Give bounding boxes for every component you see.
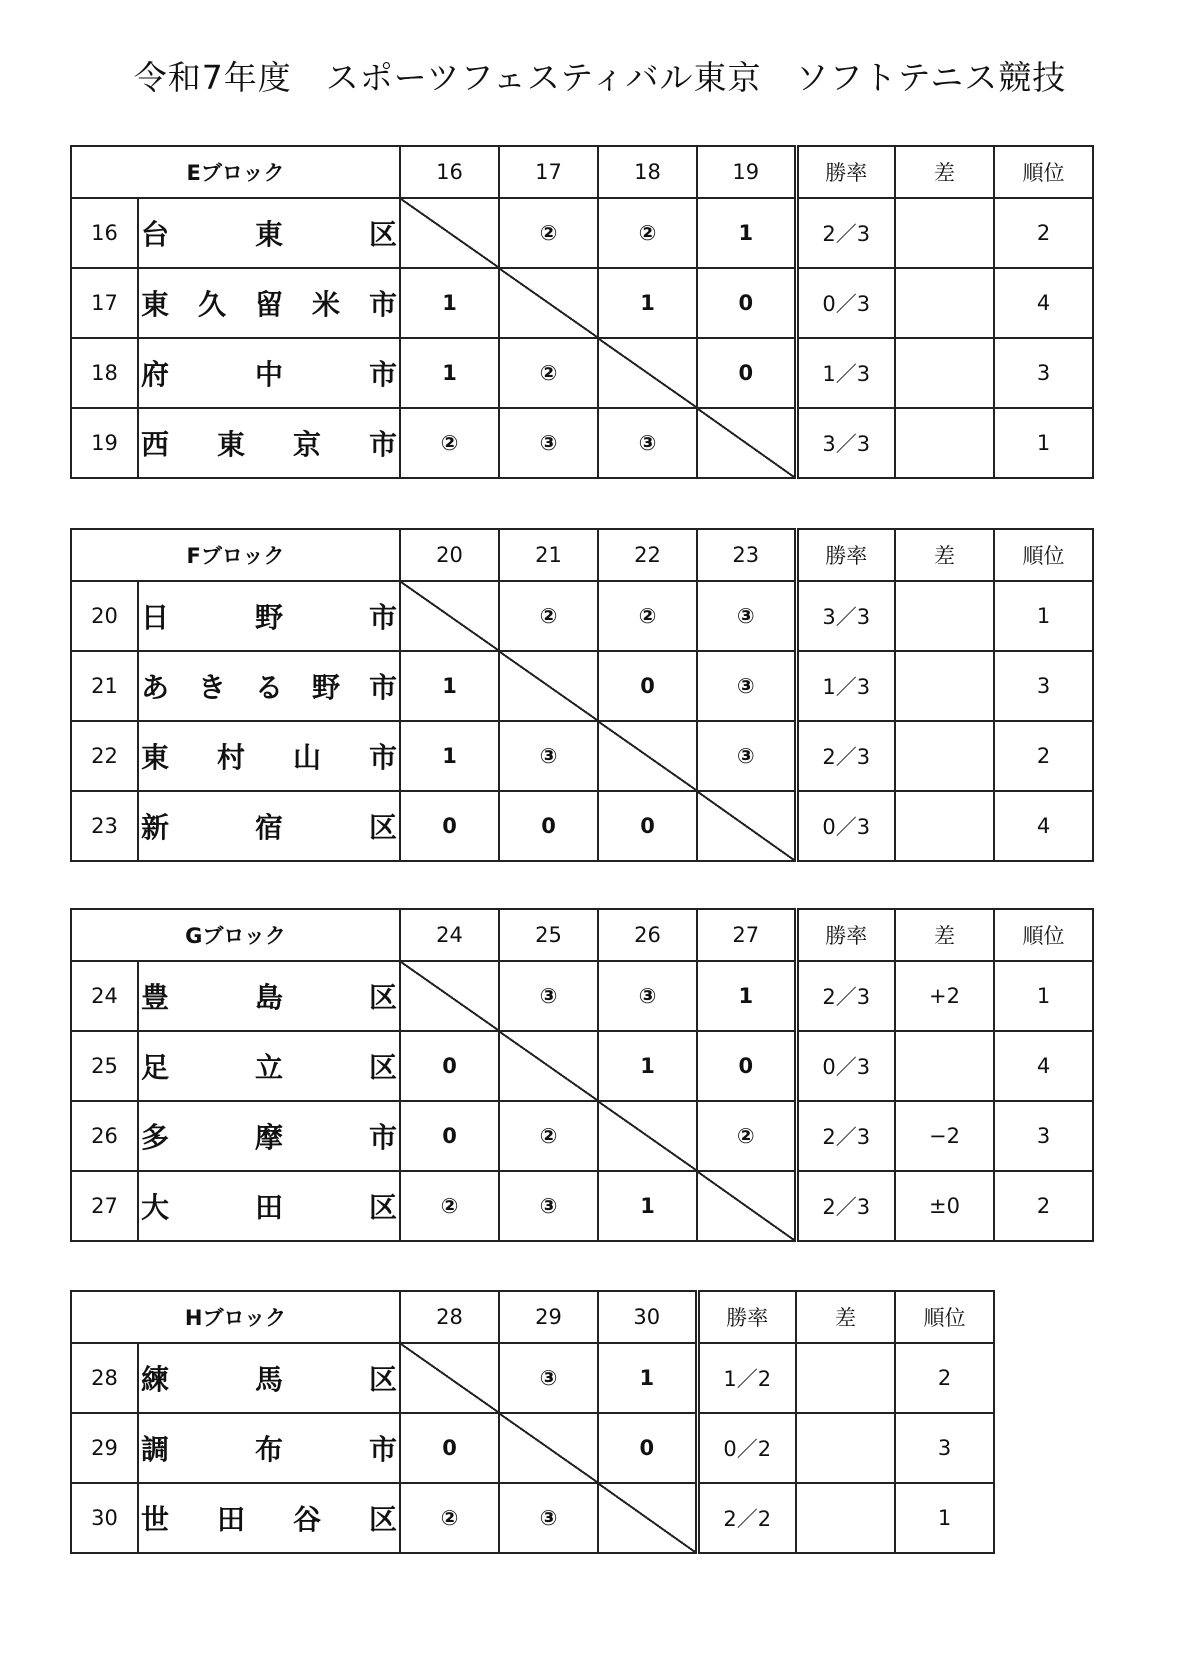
result-cell: 0 bbox=[598, 1413, 697, 1483]
point-diff: +2 bbox=[895, 961, 994, 1031]
result-cell: 0 bbox=[400, 1413, 499, 1483]
team-name-char: 市 bbox=[368, 671, 397, 704]
column-header: 30 bbox=[598, 1291, 697, 1343]
block-name: Hブロック bbox=[71, 1291, 400, 1343]
team-name-chars bbox=[139, 806, 399, 846]
team-name-char: 田 bbox=[216, 1503, 245, 1536]
team-name-char: 野 bbox=[311, 671, 340, 704]
diagonal-cell bbox=[499, 268, 598, 338]
point-diff bbox=[895, 581, 994, 651]
rank: 4 bbox=[994, 1031, 1093, 1101]
team-name-char: 留 bbox=[254, 288, 283, 321]
team-name-chars bbox=[139, 1046, 399, 1086]
column-header-rate: 勝率 bbox=[697, 1291, 796, 1343]
team-name bbox=[138, 408, 400, 478]
team-name bbox=[138, 198, 400, 268]
column-header-diff: 差 bbox=[895, 529, 994, 581]
result-cell: ③ bbox=[697, 581, 796, 651]
table-row bbox=[71, 338, 1093, 408]
result-cell: 1 bbox=[697, 961, 796, 1031]
block-name: Gブロック bbox=[71, 909, 400, 961]
team-name-char: 区 bbox=[369, 1191, 398, 1224]
diagonal-cell bbox=[499, 1031, 598, 1101]
block-name: Eブロック bbox=[71, 146, 400, 198]
win-rate: 0／3 bbox=[796, 268, 895, 338]
rank: 2 bbox=[994, 721, 1093, 791]
point-diff bbox=[895, 338, 994, 408]
column-header: 28 bbox=[400, 1291, 499, 1343]
header-row bbox=[71, 529, 1093, 581]
team-name-char: 久 bbox=[197, 288, 226, 321]
team-name-char: 市 bbox=[368, 1433, 397, 1466]
result-cell: ③ bbox=[697, 651, 796, 721]
column-header-diff: 差 bbox=[895, 146, 994, 198]
team-number: 29 bbox=[71, 1413, 138, 1483]
rank: 4 bbox=[994, 268, 1093, 338]
point-diff bbox=[895, 721, 994, 791]
team-name bbox=[138, 1413, 400, 1483]
team-name-char: 市 bbox=[368, 288, 397, 321]
team-name-char: 東 bbox=[216, 428, 245, 461]
rank: 3 bbox=[994, 651, 1093, 721]
team-number: 28 bbox=[71, 1343, 138, 1413]
team-name-char: 西 bbox=[141, 428, 170, 461]
result-cell: 1 bbox=[400, 268, 499, 338]
column-header: 25 bbox=[499, 909, 598, 961]
table-row bbox=[71, 268, 1093, 338]
team-name-char: 立 bbox=[255, 1051, 284, 1084]
team-name-chars bbox=[139, 1116, 399, 1156]
diagonal-cell bbox=[697, 1171, 796, 1241]
block-name: Fブロック bbox=[71, 529, 400, 581]
result-cell: ② bbox=[598, 581, 697, 651]
team-name-char: 野 bbox=[254, 601, 283, 634]
result-cell: ② bbox=[400, 408, 499, 478]
win-rate: 2／3 bbox=[796, 198, 895, 268]
point-diff: −2 bbox=[895, 1101, 994, 1171]
result-cell: 1 bbox=[697, 198, 796, 268]
result-cell: ③ bbox=[499, 961, 598, 1031]
team-name-char: 山 bbox=[292, 741, 321, 774]
result-cell: ③ bbox=[697, 721, 796, 791]
diagonal-cell bbox=[499, 651, 598, 721]
point-diff bbox=[895, 651, 994, 721]
team-number: 24 bbox=[71, 961, 138, 1031]
team-name-char: 田 bbox=[255, 1191, 284, 1224]
team-name-char: る bbox=[254, 671, 283, 704]
team-name bbox=[138, 1031, 400, 1101]
column-header: 27 bbox=[697, 909, 796, 961]
team-name-char: 市 bbox=[368, 601, 397, 634]
team-name-chars bbox=[139, 1498, 399, 1538]
result-cell: ③ bbox=[598, 408, 697, 478]
rank: 1 bbox=[994, 408, 1093, 478]
table-row bbox=[71, 1483, 994, 1553]
team-number: 22 bbox=[71, 721, 138, 791]
team-name-char: 東 bbox=[254, 218, 283, 251]
table-row bbox=[71, 408, 1093, 478]
team-name bbox=[138, 268, 400, 338]
win-rate: 0／3 bbox=[796, 791, 895, 861]
team-name-chars bbox=[139, 353, 399, 393]
page-title: 令和7年度 スポーツフェスティバル東京 ソフトテニス競技 bbox=[133, 58, 1067, 97]
column-header: 24 bbox=[400, 909, 499, 961]
table-row bbox=[71, 651, 1093, 721]
rank: 1 bbox=[994, 961, 1093, 1031]
team-name-char: 市 bbox=[369, 1121, 398, 1154]
result-cell: ③ bbox=[499, 408, 598, 478]
result-cell: ③ bbox=[499, 1343, 598, 1413]
result-cell: ③ bbox=[598, 961, 697, 1031]
rank: 2 bbox=[994, 1171, 1093, 1241]
team-name-chars bbox=[139, 666, 399, 706]
team-name bbox=[138, 651, 400, 721]
team-number: 21 bbox=[71, 651, 138, 721]
team-name-chars bbox=[139, 213, 399, 253]
result-cell: ③ bbox=[499, 721, 598, 791]
result-cell: ② bbox=[400, 1171, 499, 1241]
team-name-char: 足 bbox=[141, 1051, 170, 1084]
header-row bbox=[71, 1291, 994, 1343]
team-name-char: 東 bbox=[141, 288, 170, 321]
rank: 3 bbox=[994, 338, 1093, 408]
team-name-char: 馬 bbox=[254, 1363, 283, 1396]
team-name-char: 宿 bbox=[254, 811, 283, 844]
win-rate: 2／3 bbox=[796, 1171, 895, 1241]
result-cell: 0 bbox=[598, 651, 697, 721]
win-rate: 0／2 bbox=[697, 1413, 796, 1483]
team-name-char: 区 bbox=[369, 1051, 398, 1084]
team-name-char: 布 bbox=[254, 1433, 283, 1466]
result-cell: ② bbox=[499, 198, 598, 268]
rank: 3 bbox=[994, 1101, 1093, 1171]
diagonal-cell bbox=[400, 961, 499, 1031]
table-row bbox=[71, 1031, 1093, 1101]
team-name-char: 京 bbox=[292, 428, 321, 461]
win-rate: 1／3 bbox=[796, 338, 895, 408]
diagonal-cell bbox=[598, 338, 697, 408]
diagonal-cell bbox=[697, 408, 796, 478]
win-rate: 3／3 bbox=[796, 408, 895, 478]
diagonal-cell bbox=[400, 1343, 499, 1413]
header-row bbox=[71, 909, 1093, 961]
team-name-char: き bbox=[197, 671, 226, 704]
team-name-char: 区 bbox=[368, 1503, 397, 1536]
win-rate: 1／2 bbox=[697, 1343, 796, 1413]
team-number: 17 bbox=[71, 268, 138, 338]
column-header: 22 bbox=[598, 529, 697, 581]
team-name-char: 村 bbox=[216, 741, 245, 774]
team-name-char: 調 bbox=[141, 1433, 170, 1466]
team-number: 20 bbox=[71, 581, 138, 651]
team-name-chars bbox=[139, 1358, 399, 1398]
point-diff bbox=[895, 198, 994, 268]
diagonal-cell bbox=[400, 198, 499, 268]
result-cell: ② bbox=[598, 198, 697, 268]
result-cell: ② bbox=[499, 581, 598, 651]
point-diff bbox=[796, 1343, 895, 1413]
diagonal-cell bbox=[598, 1483, 697, 1553]
result-cell: 0 bbox=[400, 1101, 499, 1171]
diagonal-cell bbox=[400, 581, 499, 651]
result-cell: 1 bbox=[400, 651, 499, 721]
diagonal-cell bbox=[697, 791, 796, 861]
column-header-rate: 勝率 bbox=[796, 529, 895, 581]
team-name bbox=[138, 581, 400, 651]
column-header-rate: 勝率 bbox=[796, 909, 895, 961]
table-row bbox=[71, 791, 1093, 861]
team-name bbox=[138, 1101, 400, 1171]
result-cell: 1 bbox=[400, 338, 499, 408]
result-cell: 1 bbox=[400, 721, 499, 791]
team-name-chars bbox=[139, 1428, 399, 1468]
block-table bbox=[70, 145, 1094, 479]
team-number: 18 bbox=[71, 338, 138, 408]
column-header-rate: 勝率 bbox=[796, 146, 895, 198]
block-table bbox=[70, 528, 1094, 862]
result-cell: 1 bbox=[598, 1343, 697, 1413]
team-name-char: 区 bbox=[368, 1363, 397, 1396]
column-header: 29 bbox=[499, 1291, 598, 1343]
column-header-diff: 差 bbox=[895, 909, 994, 961]
result-cell: 0 bbox=[697, 338, 796, 408]
team-name-char: 市 bbox=[368, 358, 397, 391]
result-cell: 0 bbox=[499, 791, 598, 861]
block-table bbox=[70, 1290, 995, 1554]
team-name-char: 区 bbox=[368, 218, 397, 251]
diagonal-cell bbox=[499, 1413, 598, 1483]
win-rate: 2／3 bbox=[796, 721, 895, 791]
team-name-char: 大 bbox=[141, 1191, 170, 1224]
column-header-rank: 順位 bbox=[895, 1291, 994, 1343]
table-row bbox=[71, 721, 1093, 791]
result-cell: ② bbox=[400, 1483, 499, 1553]
team-name-char: 豊 bbox=[141, 981, 170, 1014]
team-name-char: 市 bbox=[368, 428, 397, 461]
team-name-char: 中 bbox=[254, 358, 283, 391]
team-name bbox=[138, 1171, 400, 1241]
column-header-rank: 順位 bbox=[994, 529, 1093, 581]
team-number: 27 bbox=[71, 1171, 138, 1241]
team-name-char: 日 bbox=[141, 601, 170, 634]
result-cell: 1 bbox=[598, 268, 697, 338]
team-name bbox=[138, 721, 400, 791]
result-cell: 0 bbox=[400, 791, 499, 861]
team-name-char: 多 bbox=[141, 1121, 170, 1154]
column-header: 16 bbox=[400, 146, 499, 198]
column-header: 21 bbox=[499, 529, 598, 581]
result-cell: 1 bbox=[598, 1171, 697, 1241]
rank: 2 bbox=[895, 1343, 994, 1413]
column-header-rank: 順位 bbox=[994, 146, 1093, 198]
result-cell: 0 bbox=[697, 1031, 796, 1101]
team-number: 30 bbox=[71, 1483, 138, 1553]
result-cell: 0 bbox=[400, 1031, 499, 1101]
team-name-char: 市 bbox=[368, 741, 397, 774]
team-name bbox=[138, 961, 400, 1031]
result-cell: ③ bbox=[499, 1483, 598, 1553]
win-rate: 3／3 bbox=[796, 581, 895, 651]
team-number: 26 bbox=[71, 1101, 138, 1171]
team-name-char: 東 bbox=[141, 741, 170, 774]
team-number: 19 bbox=[71, 408, 138, 478]
column-header: 20 bbox=[400, 529, 499, 581]
rank: 1 bbox=[895, 1483, 994, 1553]
column-header-rank: 順位 bbox=[994, 909, 1093, 961]
win-rate: 2／2 bbox=[697, 1483, 796, 1553]
point-diff bbox=[895, 1031, 994, 1101]
team-name-char: 谷 bbox=[292, 1503, 321, 1536]
table-row bbox=[71, 581, 1093, 651]
team-name-char: 府 bbox=[141, 358, 170, 391]
table-row bbox=[71, 1413, 994, 1483]
team-number: 16 bbox=[71, 198, 138, 268]
result-cell: ② bbox=[697, 1101, 796, 1171]
point-diff bbox=[895, 268, 994, 338]
win-rate: 2／3 bbox=[796, 1101, 895, 1171]
column-header: 26 bbox=[598, 909, 697, 961]
team-name-char: 米 bbox=[311, 288, 340, 321]
table-row bbox=[71, 198, 1093, 268]
team-name-chars bbox=[139, 596, 399, 636]
team-name-char: 世 bbox=[141, 1503, 170, 1536]
team-name bbox=[138, 338, 400, 408]
point-diff bbox=[796, 1483, 895, 1553]
result-cell: ② bbox=[499, 338, 598, 408]
win-rate: 1／3 bbox=[796, 651, 895, 721]
point-diff bbox=[895, 791, 994, 861]
team-name-char: 摩 bbox=[255, 1121, 284, 1154]
team-name-char: 台 bbox=[141, 218, 170, 251]
team-name-char: 練 bbox=[141, 1363, 170, 1396]
win-rate: 0／3 bbox=[796, 1031, 895, 1101]
rank: 2 bbox=[994, 198, 1093, 268]
rank: 3 bbox=[895, 1413, 994, 1483]
team-name-chars bbox=[139, 1186, 399, 1226]
rank: 1 bbox=[994, 581, 1093, 651]
team-name bbox=[138, 791, 400, 861]
team-name-char: 区 bbox=[369, 981, 398, 1014]
column-header: 19 bbox=[697, 146, 796, 198]
result-cell: ② bbox=[499, 1101, 598, 1171]
point-diff bbox=[895, 408, 994, 478]
team-name-char: 島 bbox=[255, 981, 284, 1014]
result-cell: 0 bbox=[598, 791, 697, 861]
team-name-chars bbox=[139, 283, 399, 323]
team-name bbox=[138, 1343, 400, 1413]
team-name-char: あ bbox=[141, 671, 170, 704]
team-name-chars bbox=[139, 423, 399, 463]
result-cell: 1 bbox=[598, 1031, 697, 1101]
result-cell: ③ bbox=[499, 1171, 598, 1241]
result-cell: 0 bbox=[697, 268, 796, 338]
table-row bbox=[71, 1343, 994, 1413]
column-header: 23 bbox=[697, 529, 796, 581]
block-table bbox=[70, 908, 1094, 1242]
column-header: 18 bbox=[598, 146, 697, 198]
table-row bbox=[71, 1171, 1093, 1241]
diagonal-cell bbox=[598, 1101, 697, 1171]
team-name-chars bbox=[139, 736, 399, 776]
header-row bbox=[71, 146, 1093, 198]
table-row bbox=[71, 1101, 1093, 1171]
team-name-char: 区 bbox=[368, 811, 397, 844]
table-row bbox=[71, 961, 1093, 1031]
diagonal-cell bbox=[598, 721, 697, 791]
team-name-chars bbox=[139, 976, 399, 1016]
rank: 4 bbox=[994, 791, 1093, 861]
team-name-char: 新 bbox=[141, 811, 170, 844]
team-number: 23 bbox=[71, 791, 138, 861]
point-diff: ±0 bbox=[895, 1171, 994, 1241]
win-rate: 2／3 bbox=[796, 961, 895, 1031]
column-header-diff: 差 bbox=[796, 1291, 895, 1343]
team-number: 25 bbox=[71, 1031, 138, 1101]
team-name bbox=[138, 1483, 400, 1553]
point-diff bbox=[796, 1413, 895, 1483]
column-header: 17 bbox=[499, 146, 598, 198]
